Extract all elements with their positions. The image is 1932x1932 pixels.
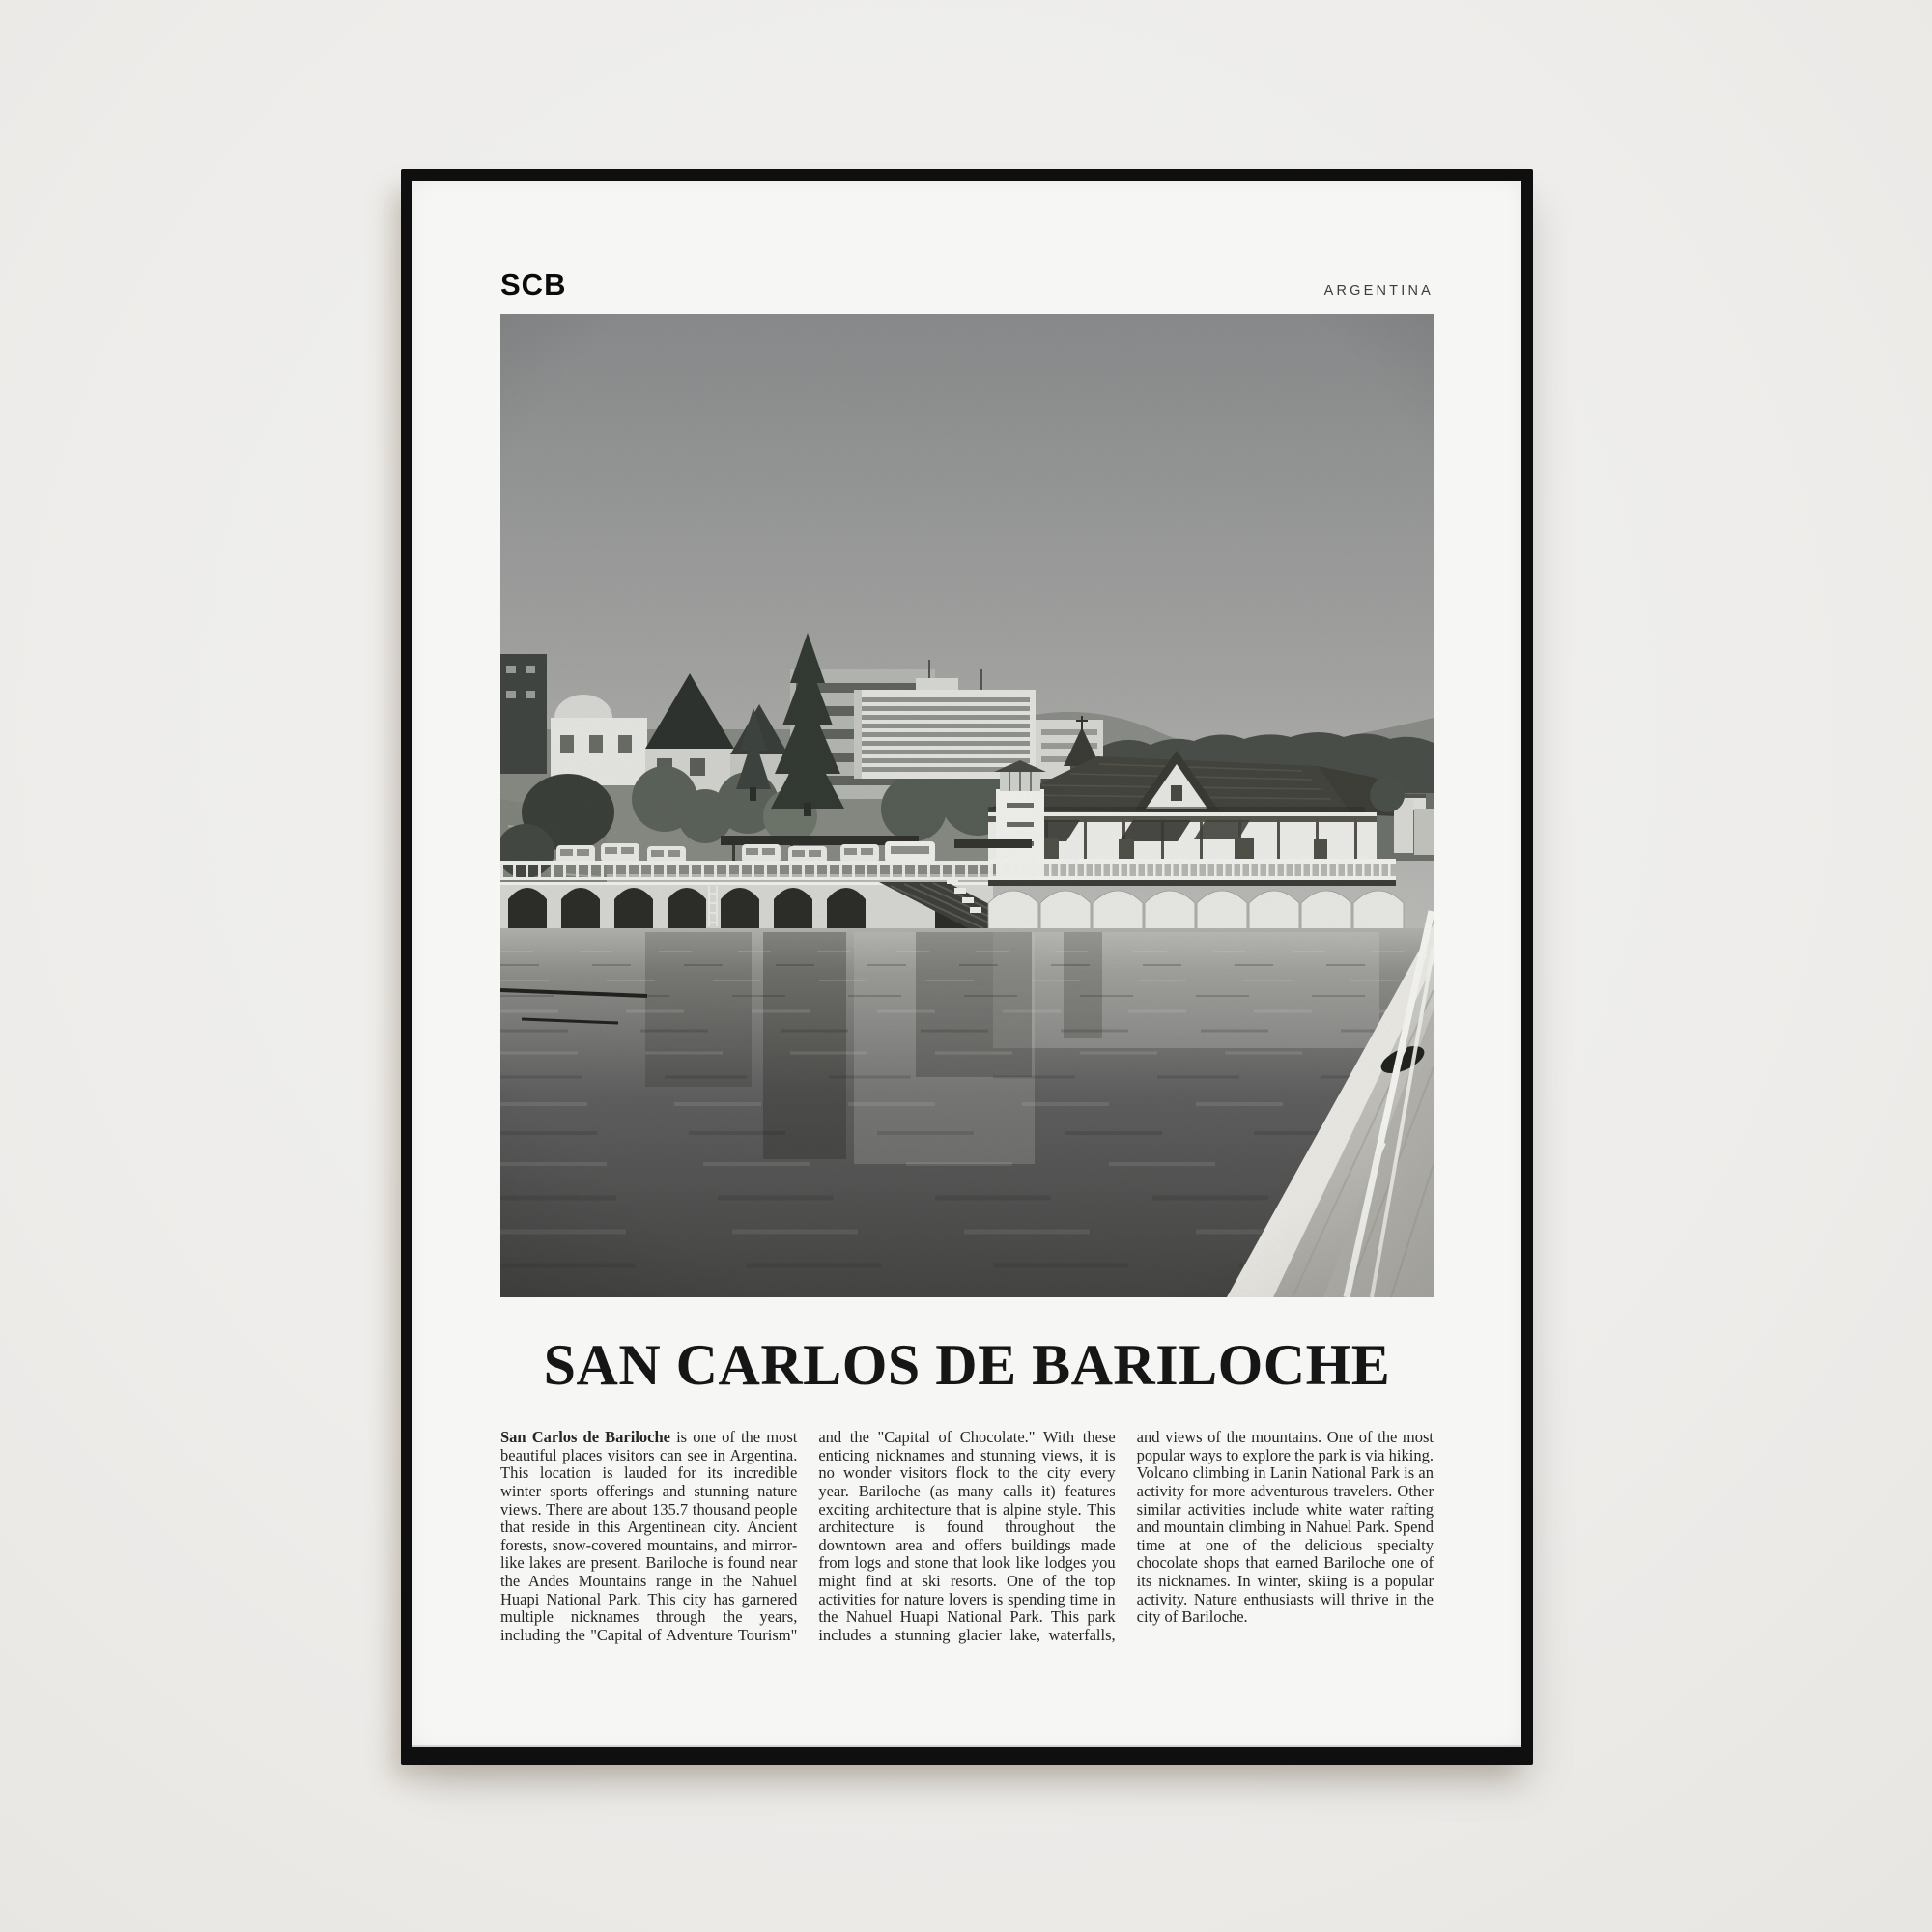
body-text	[500, 1429, 1434, 1645]
poster-header	[500, 181, 1434, 302]
city-photo	[500, 314, 1434, 1297]
poster-title: SAN CARLOS DE BARILOCHE	[543, 1333, 1391, 1397]
body-lead: San Carlos de Bariloche	[500, 1428, 670, 1446]
photo-finish-overlays	[500, 314, 1434, 1297]
brand-text: SCB	[500, 268, 567, 301]
poster	[412, 181, 1521, 1747]
body-paragraph	[500, 1429, 1434, 1645]
country-text: ARGENTINA	[1323, 283, 1434, 298]
picture-frame	[401, 169, 1533, 1765]
body-rest: is one of the most beautiful places visitors can see in Argentina. This location is lauded for its incredible winter sports offerings and stunning nature views. There are about 135.7 thousand people that reside in this Argentinean city. Ancient forests, snow-covered mountains, and mirror-like lakes are present. Bariloche is found near the Andes Mountains range in the Nahuel Huapi National Park. This city has garnered multiple nicknames through the years, including the "Capital of Adventure Tourism" and the "Capital of Chocolate." With these enticing nicknames and stunning views, it is no wonder visitors flock to the city every year. Bariloche (as many calls it) features exciting architecture that is alpine style. This architecture is found throughout the downtown area and offers buildings made from logs and stone that look like lodges you might find at ski resorts. One of the top activities for nature lovers is spending time in the Nahuel Huapi National Park. This park includes a stunning glacier lake, waterfalls, and views of the mountains. One of the most popular ways to explore the park is via hiking. Volcano climbing in Lanin National Park is an activity for more adventurous travelers. Other similar activities include white water rafting and mountain climbing in Nahuel Park. Spend time at one of the delicious specialty chocolate shops that earned Bariloche one of its nicknames. In winter, skiing is a popular activity. Nature enthusiasts will thrive in the city of Bariloche.	[500, 1428, 1434, 1645]
